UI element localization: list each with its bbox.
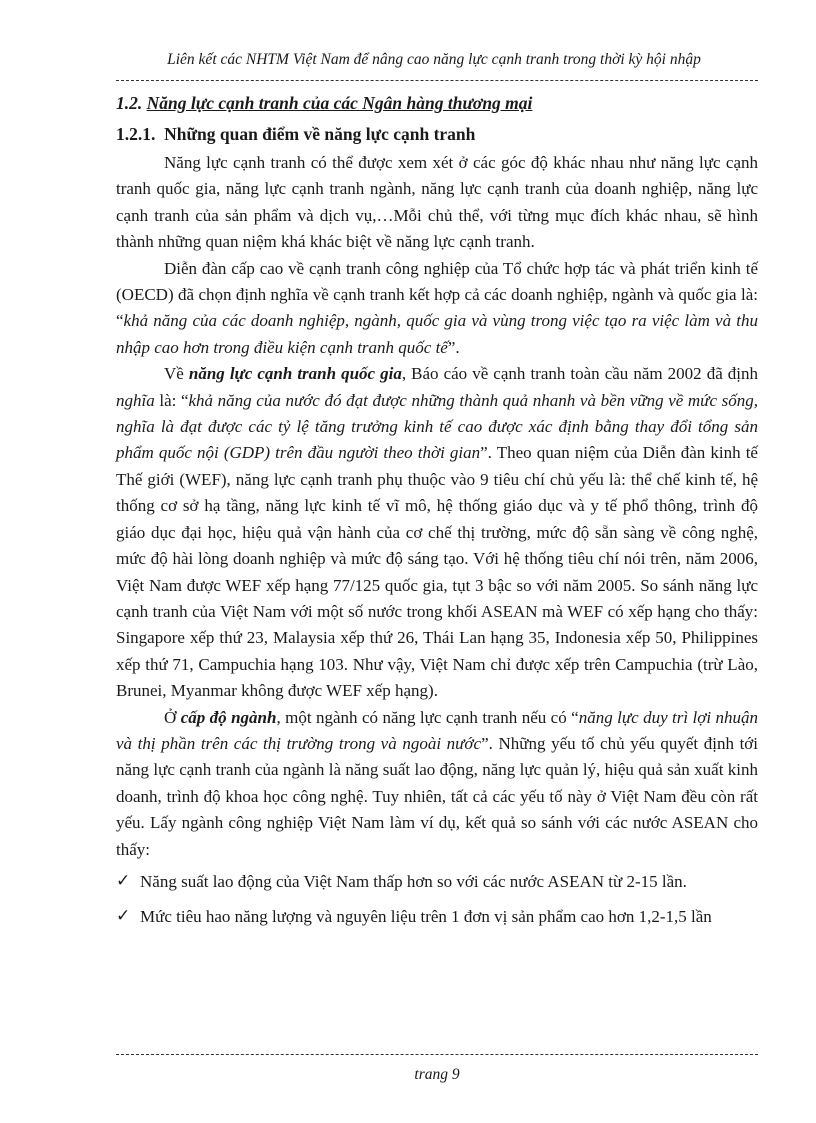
subsection-title: Những quan điểm về năng lực cạnh tranh: [164, 124, 476, 144]
subsection-heading: [116, 120, 758, 150]
check-list: [116, 865, 758, 933]
section-heading: [116, 90, 758, 116]
list-item: [116, 865, 758, 898]
paragraph-2-end: ”.: [447, 337, 460, 357]
industry-definition-quote: năng lực duy trì lợi nhuận và thị phần trên các thị trường trong và ngoài nước: [116, 707, 758, 753]
paragraph-4-rest: ”. Những yếu tố chủ yếu quyết định tới năng lực cạnh tranh của ngành là năng suất lao động, năng lực quản lý, hiệu quả sản xuất kinh doanh, trình độ khoa học công nghệ. Tuy nhiên, tất cả các yếu tố này ở Việt Nam đều còn rất yếu. Lấy ngành công nghiệp Việt Nam làm ví dụ, kết quả so sánh với các nước ASEAN cho thấy:: [116, 733, 759, 859]
paragraph-4: [116, 705, 758, 863]
paragraph-3-la: là: “: [154, 390, 189, 410]
paragraph-3-mid: , Báo cáo về cạnh tranh toàn cầu năm 2002 đã định: [401, 364, 759, 384]
gcr-definition-quote: khả năng của nước đó đạt được những thành quả nhanh và bền vững về mức sống, nghĩa là đạt được các tỷ lệ tăng trưởng kinh tế cao được xác định bằng thay đổi tổng sản phẩm quốc nội (GDP) trên đầu người theo thời gian: [116, 390, 758, 463]
industry-level-term: cấp độ ngành: [180, 707, 277, 727]
subsection-number: 1.2.1.: [116, 124, 156, 144]
list-item-text: Mức tiêu hao năng lượng và nguyên liệu trên 1 đơn vị sản phẩm cao hơn 1,2-1,5 lần: [140, 906, 712, 926]
list-item: [116, 900, 758, 933]
page-number: trang 9: [414, 1066, 460, 1083]
header-divider: [116, 80, 758, 81]
paragraph-3-rest: ”. Theo quan niệm của Diễn đàn kinh tế Thế giới (WEF), năng lực cạnh tranh phụ thuộc vào 9 tiêu chí chủ yếu là: thể chế kinh tế, hệ thống cơ sở hạ tầng, năng lực kinh tế vĩ mô, hệ thống giáo dục và y tế phổ thông, trình độ giáo dục đại học, hiệu quả vận hành của cơ chế thị trường, mức độ sẵn sàng về công nghệ, mức độ hài lòng doanh nghiệp và mức độ sáng tạo. Với hệ thống tiêu chí nói trên, năm 2006, Việt Nam được WEF xếp hạng 77/125 quốc gia, tụt 3 bậc so với năm 2005. So sánh năng lực cạnh tranh của Việt Nam với một số nước trong khối ASEAN mà WEF có xếp hạng cho thấy: Singapore xếp thứ 23, Malaysia xếp thứ 26, Thái Lan hạng 35, Indonesia xếp 50, Philippines xếp thứ 71, Campuchia hạng 103. Như vậy, Việt Nam chỉ được xếp trên Campuchia (trừ Lào, Brunei, Myanmar không được WEF xếp hạng).: [116, 443, 758, 701]
paragraph-4-lead: Ở: [164, 707, 181, 727]
section-title: Năng lực cạnh tranh của các Ngân hàng thương mại: [146, 93, 533, 113]
list-item-text: Năng suất lao động của Việt Nam thấp hơn so với các nước ASEAN từ 2-15 lần.: [140, 871, 687, 891]
paragraph-1: Năng lực cạnh tranh có thể được xem xét ở các góc độ khác nhau như năng lực cạnh tranh quốc gia, năng lực cạnh tranh ngành, năng lực cạnh tranh của doanh nghiệp, năng lực cạnh tranh của sản phẩm và dịch vụ,…Mỗi chủ thể, với từng mục đích khác nhau, sẽ hình thành những quan niệm khá khác biệt về năng lực cạnh tranh.: [116, 153, 758, 252]
paragraph-4-mid: , một ngành có năng lực cạnh tranh nếu có “: [276, 707, 579, 727]
paragraph-2-text: Diễn đàn cấp cao về cạnh tranh công nghiệp của Tổ chức hợp tác và phát triển kinh tế (OECD) đã chọn định nghĩa về cạnh tranh kết hợp cả các doanh nghiệp, ngành và quốc gia là: “: [116, 258, 758, 331]
check-icon: ✓: [116, 905, 131, 926]
paragraph-3: [116, 361, 758, 704]
running-header: Liên kết các NHTM Việt Nam để nâng cao năng lực cạnh tranh trong thời kỳ hội nhập: [167, 51, 701, 68]
oecd-definition-quote: khả năng của các doanh nghiệp, ngành, quốc gia và vùng trong việc tạo ra việc làm và thu nhập cao hơn trong điều kiện cạnh tranh quốc tế: [116, 311, 758, 357]
check-icon: ✓: [116, 870, 131, 891]
page-content: [116, 90, 758, 933]
section-number: 1.2.: [116, 93, 143, 113]
footer-divider: [116, 1054, 758, 1055]
paragraph-2: [116, 256, 758, 362]
paragraph-3-nghia: nghĩa: [116, 390, 155, 410]
national-competitiveness-term: năng lực cạnh tranh quốc gia: [188, 364, 402, 384]
paragraph-3-lead: Về: [164, 364, 189, 384]
